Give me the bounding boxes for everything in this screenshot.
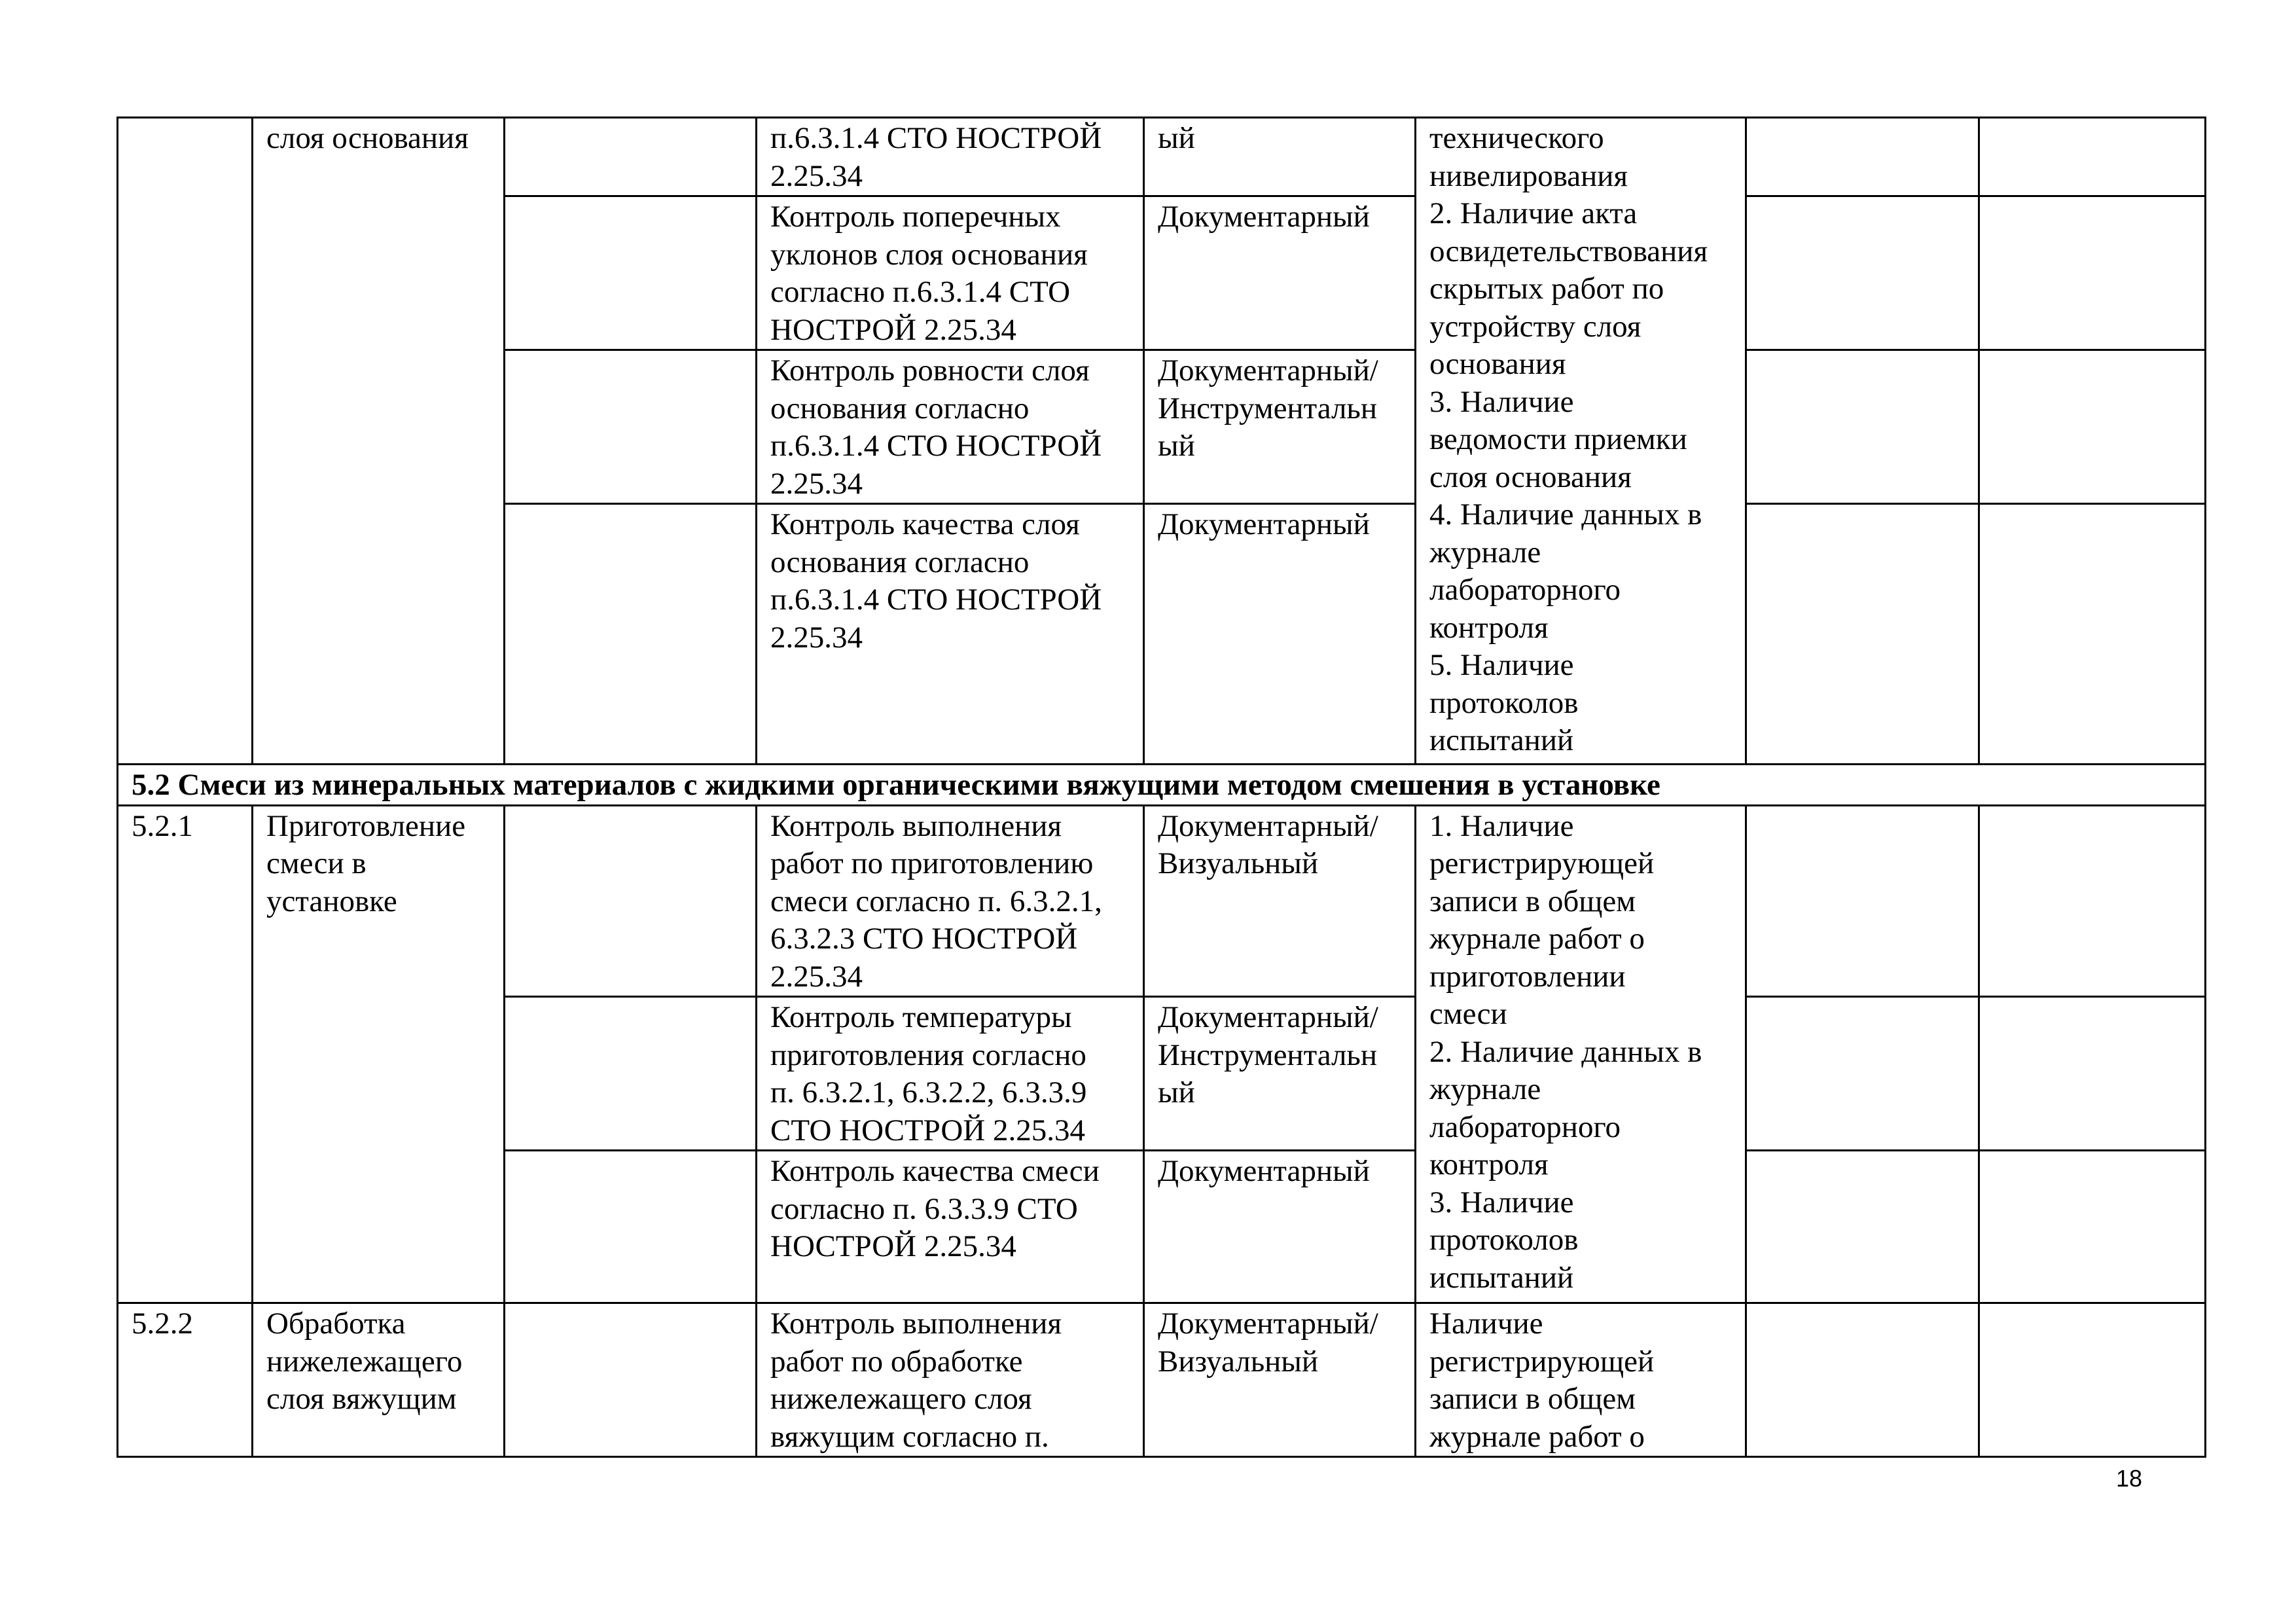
table-row <box>118 1303 2206 1457</box>
empty-cell <box>1746 196 1979 350</box>
result-requirements-cell: 1. Наличие регистрирующей записи в общем журнале работ о приготовлении смеси 2. Наличие данных в журнале лабораторного контроля 3. Наличие протоколов испытаний <box>1416 805 1746 1303</box>
empty-cell <box>505 1151 757 1303</box>
empty-cell <box>1746 1303 1979 1457</box>
empty-cell <box>1746 997 1979 1151</box>
empty-cell <box>505 1303 757 1457</box>
control-cell: Контроль качества слоя основания согласно п.6.3.1.4 СТО НОСТРОЙ 2.25.34 <box>757 504 1144 765</box>
table-row <box>118 805 2206 997</box>
empty-cell <box>1979 350 2206 504</box>
control-cell: Контроль выполнения работ по приготовлению смеси согласно п. 6.3.2.1, 6.3.2.3 СТО НОСТРОЙ 2.25.34 <box>757 805 1144 997</box>
empty-cell <box>1746 504 1979 765</box>
page-number: 18 <box>2115 1465 2143 1492</box>
empty-cell <box>1979 118 2206 196</box>
empty-cell <box>505 350 757 504</box>
control-cell: п.6.3.1.4 СТО НОСТРОЙ 2.25.34 <box>757 118 1144 196</box>
item-number-cell <box>118 118 253 765</box>
work-name-cell: Приготовление смеси в установке <box>253 805 505 1303</box>
empty-cell <box>1746 805 1979 997</box>
section-heading: 5.2 Смеси из минеральных материалов с жидкими органическими вяжущими методом смешения в установке <box>118 765 2206 806</box>
empty-cell <box>1979 1151 2206 1303</box>
method-cell: Документарный/ Визуальный <box>1144 805 1416 997</box>
control-cell: Контроль выполнения работ по обработке нижележащего слоя вяжущим согласно п. <box>757 1303 1144 1457</box>
work-name-cell: слоя основания <box>253 118 505 765</box>
method-cell: Документарный <box>1144 1151 1416 1303</box>
empty-cell <box>505 805 757 997</box>
control-cell: Контроль температуры приготовления согласно п. 6.3.2.1, 6.3.2.2, 6.3.3.9 СТО НОСТРОЙ 2.25.34 <box>757 997 1144 1151</box>
method-cell: ый <box>1144 118 1416 196</box>
empty-cell <box>505 997 757 1151</box>
empty-cell <box>505 196 757 350</box>
empty-cell <box>1979 504 2206 765</box>
work-name-cell: Обработка нижележащего слоя вяжущим <box>253 1303 505 1457</box>
method-cell: Документарный/ Визуальный <box>1144 1303 1416 1457</box>
section-row <box>118 765 2206 806</box>
item-number-cell: 5.2.1 <box>118 805 253 1303</box>
table-row <box>118 118 2206 196</box>
control-cell: Контроль качества смеси согласно п. 6.3.3.9 СТО НОСТРОЙ 2.25.34 <box>757 1151 1144 1303</box>
inspection-table <box>117 117 2206 1458</box>
method-cell: Документарный/ Инструментальн ый <box>1144 350 1416 504</box>
empty-cell <box>1979 997 2206 1151</box>
empty-cell <box>1979 1303 2206 1457</box>
result-requirements-cell: Наличие регистрирующей записи в общем журнале работ о <box>1416 1303 1746 1457</box>
control-cell: Контроль поперечных уклонов слоя основания согласно п.6.3.1.4 СТО НОСТРОЙ 2.25.34 <box>757 196 1144 350</box>
result-requirements-cell: технического нивелирования 2. Наличие акта освидетельствования скрытых работ по устройству слоя основания 3. Наличие ведомости приемки слоя основания 4. Наличие данных в журнале лабораторного контроля 5. Наличие протоколов испытаний <box>1416 118 1746 765</box>
method-cell: Документарный <box>1144 196 1416 350</box>
empty-cell <box>505 118 757 196</box>
method-cell: Документарный/ Инструментальн ый <box>1144 997 1416 1151</box>
item-number-cell: 5.2.2 <box>118 1303 253 1457</box>
method-cell: Документарный <box>1144 504 1416 765</box>
control-cell: Контроль ровности слоя основания согласно п.6.3.1.4 СТО НОСТРОЙ 2.25.34 <box>757 350 1144 504</box>
empty-cell <box>1746 350 1979 504</box>
empty-cell <box>505 504 757 765</box>
empty-cell <box>1979 805 2206 997</box>
empty-cell <box>1746 1151 1979 1303</box>
empty-cell <box>1746 118 1979 196</box>
empty-cell <box>1979 196 2206 350</box>
